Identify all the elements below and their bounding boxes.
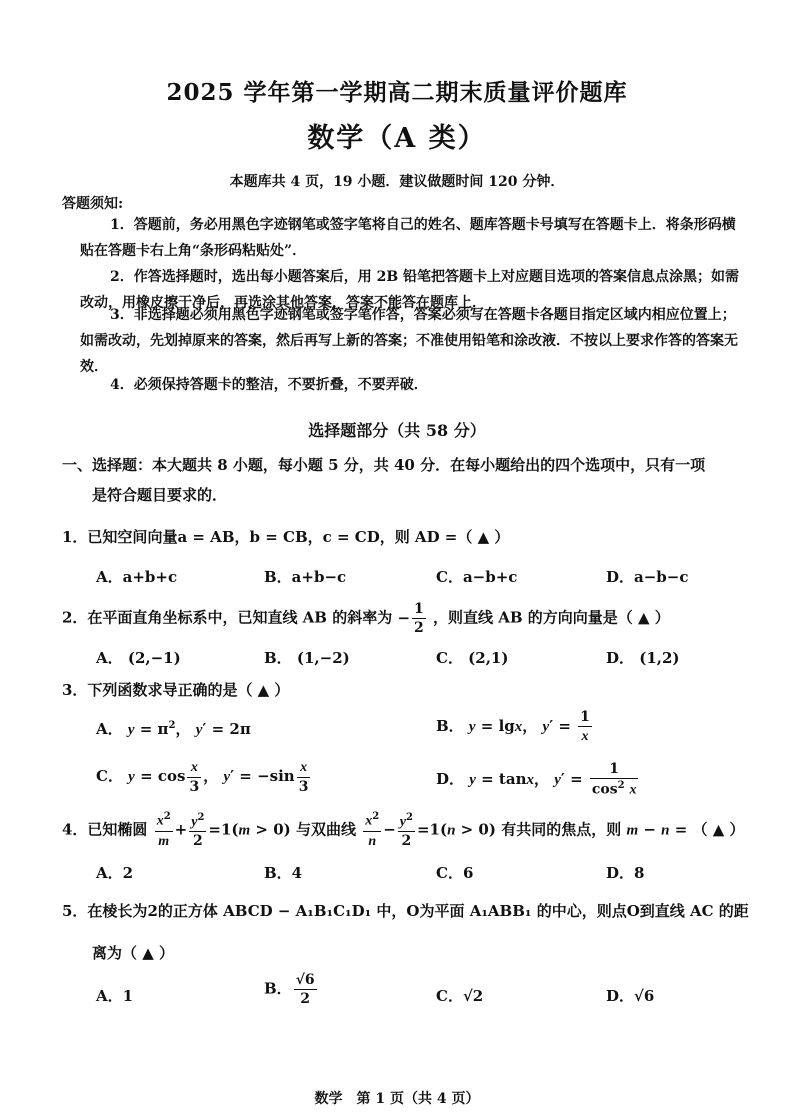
q1-prefix: 1．已知空间向量 — [62, 528, 178, 546]
section-intro-line1: 一、选择题：本大题共 8 小题，每小题 5 分，共 40 分．在每小题给出的四个选项中，只有一项 — [62, 456, 706, 474]
q2-text-before: 2．在平面直角坐标系中，已知直线 AB 的斜率为 — [62, 608, 393, 627]
q5-option-b-label: B． — [264, 979, 292, 998]
q2-option-d: D． (1,2) — [606, 649, 680, 667]
q5-option-b: B． $\frac{√6}{2}$ — [264, 972, 315, 1007]
section-title: 选择题部分（共 58 分） — [308, 421, 486, 440]
q2-text-after: ，则直线 AB 的方向向量是（ ▲ ） — [433, 608, 670, 627]
q4-option-b: B．4 — [264, 864, 303, 882]
q4-option-a: A．2 — [96, 864, 134, 882]
exam-title: 2025 学年第一学期高二期末质量评价题库 — [166, 79, 628, 106]
page-footer: 数学 第 1 页（共 4 页） — [314, 1091, 480, 1107]
q3-option-a: A． $y = \pi^2$， y′ = 2π — [96, 720, 251, 738]
q1-option-c: C．a−b+c — [436, 568, 518, 586]
section-intro-line2: 是符合题目要求的． — [92, 486, 228, 504]
q4-text-a: 4．已知椭圆 — [62, 820, 148, 839]
q1-body: a = AB，b = CB，c = CD，则 AD =（ ▲ ） — [177, 528, 510, 546]
question-5-line2: 离为（ ▲ ） — [92, 944, 174, 962]
notice-item-1: 1．答题前，务必用黑色字迹钢笔或签字笔将自己的姓名、题库答题卡号填写在答题卡上．将条形码横贴在答题卡右上角“条形码粘贴处”． — [80, 217, 736, 259]
q5-option-a: A．1 — [96, 987, 134, 1005]
q4-option-c: C．6 — [436, 864, 474, 882]
exam-info: 本题库共 4 页，19 小题．建议做题时间 120 分钟． — [229, 174, 565, 190]
q1-option-a: A．a+b+c — [96, 568, 178, 586]
notice-item-2: 2．作答选择题时，选出每小题答案后，用 2B 铅笔把答题卡上对应题目选项的答案信息点涂黑；如需改动，用橡皮擦干净后，再选涂其他答案，答案不能答在题库上． — [80, 269, 740, 311]
q3-option-d: D． y = tanx， y′ = $\frac{1}{\cos^2 x}$ — [436, 761, 637, 798]
q5-option-d: D．√6 — [606, 987, 655, 1005]
q5-option-c: C．√2 — [436, 987, 484, 1005]
q1-option-d: D．a−b−c — [606, 568, 689, 586]
q3-option-b: B． y = lgx， y′ = $\frac{1}{x}$ — [436, 709, 590, 744]
q1-option-b: B．a+b−c — [264, 568, 347, 586]
q4-text-b: 与双曲线 — [295, 820, 356, 839]
q2-option-c: C． (2,1) — [436, 649, 509, 667]
subject-title: 数学（A 类） — [307, 123, 487, 154]
question-4: 4．已知椭圆 $\frac{x^2}{m}$ + $\frac{y^2}{2}$ =1(m > 0) 与双曲线 $\frac{x^2}{n}$ − $\frac{y^2}{2}$ =1(n > 0) 有共同的焦点，则 m − n = （ ▲ ） — [62, 811, 745, 850]
q2-option-a: A． (2,−1) — [96, 649, 181, 667]
question-2 — [62, 602, 670, 635]
q4-text-c: 有共同的焦点，则 — [501, 820, 622, 839]
q3-option-c: C． y = cos $\frac{x}{3}$ ， y′ = −sin $\frac{x}{3}$ — [96, 760, 309, 795]
question-3: 3．下列函数求导正确的是（ ▲ ） — [62, 681, 290, 699]
q4-text-d: （ ▲ ） — [692, 820, 745, 839]
q2-option-b: B． (1,−2) — [264, 649, 350, 667]
notice-item-4: 4．必须保持答题卡的整洁，不要折叠，不要弄破． — [110, 377, 428, 393]
q2-slope: − $\frac{1}{2}$ — [397, 601, 424, 636]
q4-option-d: D．8 — [606, 864, 645, 882]
notice-heading: 答题须知: — [62, 196, 124, 212]
question-1 — [62, 526, 509, 547]
notice-item-3: 3．非选择题必须用黑色字迹钢笔或签字笔作答，答案必须写在答题卡各题目指定区域内相应位置上；如需改动，先划掉原来的答案，然后再写上新的答案；不准使用铅笔和涂改液．不按以上要求作答的答案无效． — [80, 307, 738, 375]
question-5-line1: 5．在棱长为2的正方体 ABCD − A₁B₁C₁D₁ 中，O为平面 A₁ABB₁ 的中心，则点O到直线 AC 的距 — [62, 902, 749, 920]
